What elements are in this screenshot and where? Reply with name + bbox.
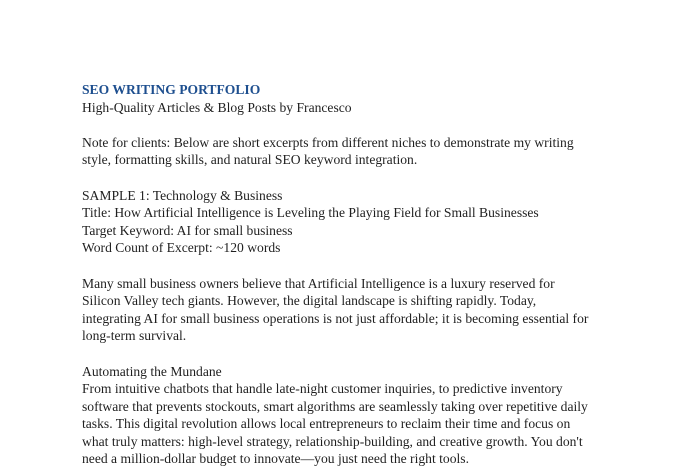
document-content xyxy=(82,81,612,468)
document-subtitle: High-Quality Articles & Blog Posts by Francesco xyxy=(82,99,612,117)
section-line: what truly matters: high-level strategy, relationship-building, and creative growth. You don't xyxy=(82,433,612,451)
spacer xyxy=(82,257,612,275)
section-line: software that prevents stockouts, smart algorithms are seamlessly taking over repetitive daily xyxy=(82,398,612,416)
section-line: From intuitive chatbots that handle late-night customer inquiries, to predictive inventory xyxy=(82,380,612,398)
document-title: SEO WRITING PORTFOLIO xyxy=(82,81,612,99)
intro-paragraph xyxy=(82,275,612,345)
sample-heading: SAMPLE 1: Technology & Business xyxy=(82,187,612,205)
sample-metadata xyxy=(82,187,612,257)
section-line: tasks. This digital revolution allows local entrepreneurs to reclaim their time and focus on xyxy=(82,415,612,433)
spacer xyxy=(82,116,612,134)
section-automating xyxy=(82,363,612,468)
section-heading: Automating the Mundane xyxy=(82,363,612,381)
spacer xyxy=(82,169,612,187)
intro-line: Silicon Valley tech giants. However, the digital landscape is shifting rapidly. Today, xyxy=(82,292,612,310)
intro-line: integrating AI for small business operations is not just affordable; it is becoming essential for xyxy=(82,310,612,328)
sample-title: Title: How Artificial Intelligence is Leveling the Playing Field for Small Businesses xyxy=(82,204,612,222)
section-line: need a million-dollar budget to innovate—you just need the right tools. xyxy=(82,450,612,468)
sample-target-keyword: Target Keyword: AI for small business xyxy=(82,222,612,240)
sample-word-count: Word Count of Excerpt: ~120 words xyxy=(82,239,612,257)
client-note-line: style, formatting skills, and natural SEO keyword integration. xyxy=(82,151,612,169)
client-note-line: Note for clients: Below are short excerpts from different niches to demonstrate my writing xyxy=(82,134,612,152)
spacer xyxy=(82,345,612,363)
intro-line: long-term survival. xyxy=(82,327,612,345)
intro-line: Many small business owners believe that Artificial Intelligence is a luxury reserved for xyxy=(82,275,612,293)
client-note xyxy=(82,134,612,169)
